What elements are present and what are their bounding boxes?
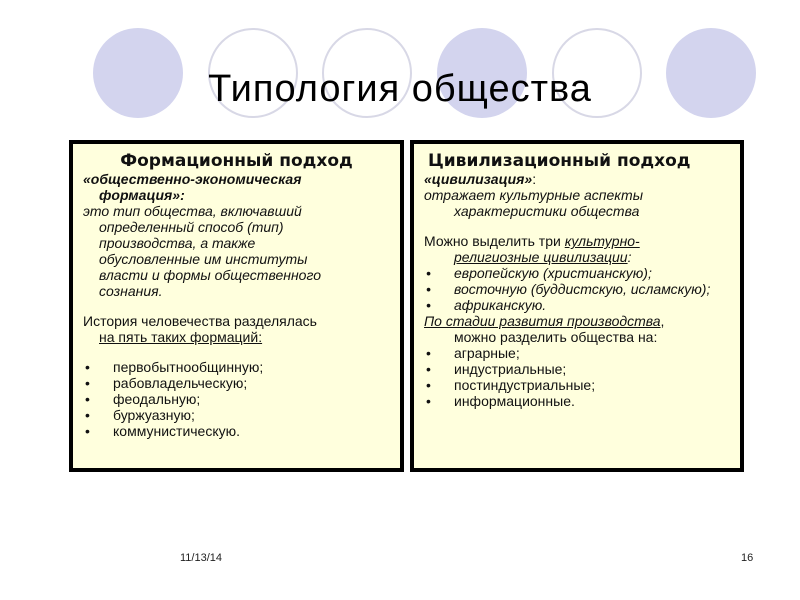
list-item: • аграрные;: [424, 345, 730, 361]
slide-page-number: 16: [741, 552, 754, 564]
list-item: • феодальную;: [83, 391, 390, 407]
civilization-stage-line-2: можно разделить общества на:: [454, 329, 658, 345]
list-item: • коммунистическую.: [83, 423, 390, 439]
formation-history-underlined: на пять таких формаций:: [99, 329, 263, 345]
formation-definition-line-3: производства, а также: [99, 235, 256, 251]
formation-definition-line-2: определенный способ (тип): [99, 219, 284, 235]
list-item: • первобытнообщинную;: [83, 359, 390, 375]
list-item: • постиндустриальные;: [424, 377, 730, 393]
formation-history-line-2: [83, 329, 390, 345]
civilization-three-line-2: [424, 249, 730, 265]
formation-approach-heading: Формационный подход: [120, 151, 353, 171]
formation-definition-line-1: это тип общества, включавший: [83, 203, 302, 219]
list-item: • африканскую.: [424, 297, 730, 313]
civilization-approach-panel: [410, 140, 744, 472]
list-item: • европейскую (христианскую);: [424, 265, 730, 281]
civilization-reflects-line-1: отражает культурные аспекты: [424, 187, 644, 203]
formation-approach-panel: [69, 140, 404, 472]
formation-definition-line-6: сознания.: [99, 283, 163, 299]
civilization-three-underlined: культурно-: [564, 233, 640, 249]
list-item: • буржуазную;: [83, 407, 390, 423]
civilization-three-line-1: [424, 233, 730, 249]
civilization-term: «цивилизация»: [424, 171, 533, 187]
formation-definition-line-5: власти и формы общественного: [99, 267, 321, 283]
civilization-term-suffix: :: [532, 171, 537, 187]
civilization-reflects-line-2: характеристики общества: [454, 203, 640, 219]
formation-term-line-1: «общественно-экономическая: [83, 171, 302, 187]
slide-date: 11/13/14: [180, 552, 223, 564]
civilization-stage-suffix: ,: [660, 313, 665, 329]
list-item: • восточную (буддистскую, исламскую);: [424, 281, 730, 297]
list-item: • рабовладельческую;: [83, 375, 390, 391]
formation-definition-line-4: обусловленные им институты: [99, 251, 308, 267]
civilization-term-line: [424, 171, 730, 187]
slide-title: Типология общества: [208, 68, 592, 110]
formation-term-line-2: формация»:: [99, 187, 185, 203]
civilization-stage-line-1: [424, 313, 730, 329]
society-types-list: [424, 345, 730, 409]
civilization-three-line-2-text: религиозные цивилизации: [454, 249, 628, 265]
formation-history-line-1: История человечества разделялась: [83, 313, 317, 329]
civilization-stage-underlined: По стадии развития производства: [424, 313, 661, 329]
civilization-list: [424, 265, 730, 313]
list-item: • индустриальные;: [424, 361, 730, 377]
civilization-three-line-2-suffix: :: [627, 249, 632, 265]
formation-list: [83, 359, 390, 439]
list-item: • информационные.: [424, 393, 730, 409]
civilization-three-prefix: Можно выделить три: [424, 233, 565, 249]
civilization-approach-heading: Цивилизационный подход: [428, 151, 691, 171]
